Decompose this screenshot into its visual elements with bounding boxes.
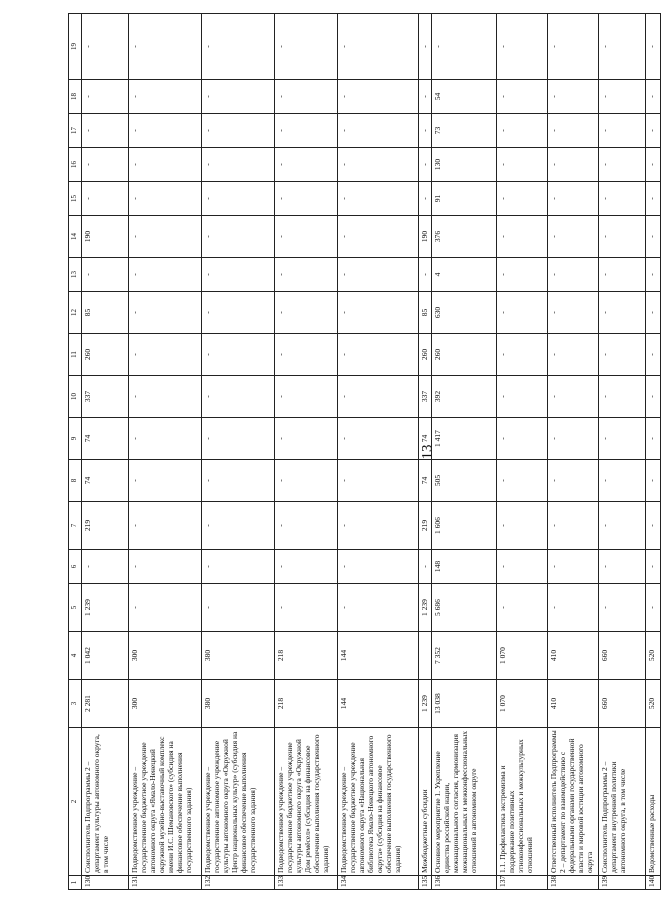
value-cell: 190 bbox=[419, 216, 432, 258]
value-cell: - bbox=[82, 14, 129, 80]
value-cell: 148 bbox=[432, 550, 497, 584]
column-header-4: 4 bbox=[69, 632, 82, 680]
value-cell: - bbox=[548, 418, 599, 460]
value-cell: - bbox=[275, 550, 338, 584]
value-cell: - bbox=[548, 460, 599, 502]
value-cell: - bbox=[646, 334, 661, 376]
value-cell: - bbox=[202, 334, 275, 376]
value-cell: - bbox=[548, 114, 599, 148]
value-cell: - bbox=[599, 502, 646, 550]
value-cell: - bbox=[129, 216, 202, 258]
value-cell: 2 281 bbox=[82, 680, 129, 728]
column-header-9: 9 bbox=[69, 418, 82, 460]
value-cell: 300 bbox=[129, 680, 202, 728]
value-cell: - bbox=[599, 114, 646, 148]
value-cell: 74 bbox=[419, 418, 432, 460]
value-cell: 1 239 bbox=[82, 584, 129, 632]
value-cell: 218 bbox=[275, 632, 338, 680]
value-cell: 1 417 bbox=[432, 418, 497, 460]
value-cell: - bbox=[82, 114, 129, 148]
column-header-8: 8 bbox=[69, 460, 82, 502]
value-cell: 660 bbox=[599, 632, 646, 680]
table-row bbox=[275, 14, 338, 890]
value-cell: - bbox=[129, 292, 202, 334]
value-cell: - bbox=[275, 148, 338, 182]
value-cell: - bbox=[82, 550, 129, 584]
table-row bbox=[599, 14, 646, 890]
value-cell: 1 070 bbox=[497, 680, 548, 728]
value-cell: - bbox=[129, 334, 202, 376]
value-cell: - bbox=[497, 502, 548, 550]
value-cell: - bbox=[599, 418, 646, 460]
row-name-cell: Подведомственное учреждение – государственное автономное учреждение культуры автономного округа «Окружной Центр национальных культур» (субсидия на финансовое обеспечение выполнения государственного задания) bbox=[202, 728, 275, 876]
row-number-cell: 136 bbox=[432, 876, 497, 890]
value-cell: 630 bbox=[432, 292, 497, 334]
value-cell: - bbox=[548, 80, 599, 114]
value-cell: - bbox=[548, 148, 599, 182]
value-cell: - bbox=[129, 114, 202, 148]
value-cell: - bbox=[646, 258, 661, 292]
value-cell: - bbox=[275, 258, 338, 292]
value-cell: 380 bbox=[202, 632, 275, 680]
value-cell: - bbox=[497, 334, 548, 376]
value-cell: - bbox=[338, 182, 419, 216]
value-cell: - bbox=[129, 502, 202, 550]
column-header-18: 18 bbox=[69, 80, 82, 114]
row-number-cell: 140 bbox=[646, 876, 661, 890]
value-cell: 260 bbox=[82, 334, 129, 376]
value-cell: - bbox=[275, 418, 338, 460]
value-cell: 505 bbox=[432, 460, 497, 502]
column-header-16: 16 bbox=[69, 148, 82, 182]
value-cell: - bbox=[646, 550, 661, 584]
value-cell: - bbox=[129, 258, 202, 292]
column-header-7: 7 bbox=[69, 502, 82, 550]
value-cell: - bbox=[646, 14, 661, 80]
value-cell: 300 bbox=[129, 632, 202, 680]
value-cell: 74 bbox=[82, 460, 129, 502]
value-cell: - bbox=[129, 584, 202, 632]
value-cell: - bbox=[275, 14, 338, 80]
value-cell: - bbox=[548, 502, 599, 550]
table-row bbox=[419, 14, 432, 890]
value-cell: - bbox=[646, 376, 661, 418]
value-cell: - bbox=[82, 182, 129, 216]
column-header-14: 14 bbox=[69, 216, 82, 258]
value-cell: - bbox=[599, 334, 646, 376]
value-cell: - bbox=[275, 182, 338, 216]
value-cell: - bbox=[599, 292, 646, 334]
value-cell: - bbox=[548, 584, 599, 632]
value-cell: - bbox=[202, 502, 275, 550]
value-cell: - bbox=[275, 292, 338, 334]
value-cell: - bbox=[497, 292, 548, 334]
value-cell: - bbox=[548, 376, 599, 418]
value-cell: - bbox=[548, 14, 599, 80]
value-cell: - bbox=[419, 114, 432, 148]
value-cell: - bbox=[497, 14, 548, 80]
value-cell: - bbox=[338, 216, 419, 258]
value-cell: - bbox=[497, 80, 548, 114]
value-cell: - bbox=[497, 182, 548, 216]
value-cell: - bbox=[202, 460, 275, 502]
value-cell: - bbox=[129, 80, 202, 114]
value-cell: - bbox=[202, 376, 275, 418]
row-number-cell: 137 bbox=[497, 876, 548, 890]
value-cell: 1 606 bbox=[432, 502, 497, 550]
table-row bbox=[548, 14, 599, 890]
table-row bbox=[497, 14, 548, 890]
value-cell: - bbox=[497, 258, 548, 292]
value-cell: - bbox=[599, 376, 646, 418]
value-cell: - bbox=[599, 460, 646, 502]
value-cell: - bbox=[497, 216, 548, 258]
value-cell: - bbox=[275, 80, 338, 114]
row-name-cell: Основное мероприятие 1. Укрепление единства российской нации, межнационального согласия, гармонизация межнациональных и межконфессиональных отношений в автономном округе bbox=[432, 728, 497, 876]
value-cell: 7 352 bbox=[432, 632, 497, 680]
table-row bbox=[338, 14, 419, 890]
column-header-10: 10 bbox=[69, 376, 82, 418]
row-number-cell: 135 bbox=[419, 876, 432, 890]
value-cell: - bbox=[202, 114, 275, 148]
value-cell: - bbox=[599, 148, 646, 182]
value-cell: - bbox=[497, 584, 548, 632]
value-cell: - bbox=[419, 148, 432, 182]
value-cell: - bbox=[338, 584, 419, 632]
row-name-cell: Ответственный исполнитель Подпрограммы 2 – департамент по взаимодействию с федеральными органами государственной власти и мировой юстиции автономного округа bbox=[548, 728, 599, 876]
value-cell: - bbox=[646, 216, 661, 258]
value-cell: - bbox=[646, 292, 661, 334]
value-cell: - bbox=[548, 292, 599, 334]
row-name-cell: 1.1. Профилактика экстремизма и поддержание позитивных этноконфессиональных и межкультурных отношений bbox=[497, 728, 548, 876]
value-cell: - bbox=[419, 14, 432, 80]
value-cell: - bbox=[202, 148, 275, 182]
table-row bbox=[82, 14, 129, 890]
row-number-cell: 134 bbox=[338, 876, 419, 890]
value-cell: - bbox=[202, 418, 275, 460]
value-cell: - bbox=[338, 550, 419, 584]
value-cell: 85 bbox=[419, 292, 432, 334]
row-name-cell: Соисполнитель Подпрограммы 2 – департамент культуры автономного округа, в том числе bbox=[82, 728, 129, 876]
value-cell: 520 bbox=[646, 632, 661, 680]
value-cell: 337 bbox=[419, 376, 432, 418]
column-header-2: 2 bbox=[69, 728, 82, 876]
value-cell: - bbox=[548, 216, 599, 258]
value-cell: - bbox=[548, 334, 599, 376]
value-cell: - bbox=[338, 258, 419, 292]
value-cell: - bbox=[202, 80, 275, 114]
value-cell: - bbox=[338, 418, 419, 460]
value-cell: 392 bbox=[432, 376, 497, 418]
column-number-row bbox=[69, 14, 82, 890]
column-header-13: 13 bbox=[69, 258, 82, 292]
value-cell: - bbox=[599, 216, 646, 258]
value-cell: 1 239 bbox=[419, 584, 432, 632]
value-cell: - bbox=[129, 376, 202, 418]
value-cell: 144 bbox=[338, 632, 419, 680]
value-cell: - bbox=[548, 182, 599, 216]
value-cell: - bbox=[202, 182, 275, 216]
value-cell: - bbox=[646, 502, 661, 550]
value-cell: - bbox=[129, 148, 202, 182]
value-cell: 660 bbox=[599, 680, 646, 728]
value-cell: - bbox=[275, 216, 338, 258]
page-number: 13 bbox=[419, 444, 436, 460]
value-cell: - bbox=[497, 460, 548, 502]
value-cell: - bbox=[548, 550, 599, 584]
value-cell: - bbox=[82, 80, 129, 114]
value-cell: - bbox=[599, 550, 646, 584]
value-cell: - bbox=[202, 258, 275, 292]
column-header-6: 6 bbox=[69, 550, 82, 584]
value-cell: - bbox=[275, 376, 338, 418]
value-cell: - bbox=[129, 418, 202, 460]
value-cell: - bbox=[275, 584, 338, 632]
row-number-cell: 130 bbox=[82, 876, 129, 890]
column-header-15: 15 bbox=[69, 182, 82, 216]
value-cell: 54 bbox=[432, 80, 497, 114]
value-cell: - bbox=[275, 114, 338, 148]
value-cell: - bbox=[419, 182, 432, 216]
value-cell: - bbox=[275, 502, 338, 550]
row-number-cell: 139 bbox=[599, 876, 646, 890]
value-cell: - bbox=[599, 182, 646, 216]
value-cell: - bbox=[432, 14, 497, 80]
value-cell: - bbox=[338, 292, 419, 334]
value-cell: - bbox=[338, 460, 419, 502]
value-cell: 73 bbox=[432, 114, 497, 148]
table-row bbox=[646, 14, 661, 890]
value-cell: - bbox=[646, 80, 661, 114]
row-name-cell: Подведомственное учреждение – государственное бюджетное учреждение культуры автономного округа «Окружной Дом ремёсел» (субсидия на финансовое обеспечение выполнения государственного задания) bbox=[275, 728, 338, 876]
value-cell: - bbox=[646, 460, 661, 502]
value-cell: - bbox=[646, 148, 661, 182]
value-cell: - bbox=[419, 80, 432, 114]
value-cell: - bbox=[338, 148, 419, 182]
value-cell: 376 bbox=[432, 216, 497, 258]
value-cell: - bbox=[275, 334, 338, 376]
value-cell: 4 bbox=[432, 258, 497, 292]
value-cell: - bbox=[599, 80, 646, 114]
value-cell: 1 042 bbox=[82, 632, 129, 680]
column-header-11: 11 bbox=[69, 334, 82, 376]
value-cell: - bbox=[419, 550, 432, 584]
value-cell: - bbox=[338, 14, 419, 80]
value-cell: - bbox=[129, 14, 202, 80]
value-cell: - bbox=[599, 584, 646, 632]
value-cell: 74 bbox=[419, 460, 432, 502]
value-cell: 337 bbox=[82, 376, 129, 418]
value-cell: - bbox=[497, 550, 548, 584]
row-name-cell: Ведомственные расходы bbox=[646, 728, 661, 876]
row-number-cell: 132 bbox=[202, 876, 275, 890]
row-name-cell: Подведомственное учреждение – государственное бюджетное учреждение автономного округа «Ямало-Ненецкий окружной музейно-выставочный комплекс имени И.С. Шемановского» (субсидия на финансовое обеспечение выполнения государственного задания) bbox=[129, 728, 202, 876]
row-name-cell: Подведомственное учреждение – государственное бюджетное учреждение автономного округа «Национальная библиотека Ямало-Ненецкого автономного округа» (субсидия на финансовое обеспечение выполнения государственного задания) bbox=[338, 728, 419, 876]
value-cell: 219 bbox=[419, 502, 432, 550]
value-cell: - bbox=[202, 550, 275, 584]
value-cell: 380 bbox=[202, 680, 275, 728]
row-number-cell: 138 bbox=[548, 876, 599, 890]
value-cell: 85 bbox=[82, 292, 129, 334]
value-cell: 219 bbox=[82, 502, 129, 550]
value-cell: - bbox=[82, 148, 129, 182]
value-cell: 91 bbox=[432, 182, 497, 216]
row-number-cell: 133 bbox=[275, 876, 338, 890]
value-cell: - bbox=[338, 502, 419, 550]
value-cell: - bbox=[646, 114, 661, 148]
value-cell: - bbox=[338, 114, 419, 148]
value-cell: - bbox=[646, 584, 661, 632]
value-cell: - bbox=[419, 258, 432, 292]
value-cell: - bbox=[497, 376, 548, 418]
value-cell: 74 bbox=[82, 418, 129, 460]
column-header-5: 5 bbox=[69, 584, 82, 632]
value-cell: 410 bbox=[548, 680, 599, 728]
value-cell: 260 bbox=[419, 334, 432, 376]
value-cell: 260 bbox=[432, 334, 497, 376]
value-cell: - bbox=[338, 334, 419, 376]
value-cell: - bbox=[202, 292, 275, 334]
value-cell: - bbox=[548, 258, 599, 292]
value-cell: - bbox=[202, 14, 275, 80]
column-header-1: 1 bbox=[69, 876, 82, 890]
value-cell: - bbox=[338, 80, 419, 114]
value-cell: 410 bbox=[548, 632, 599, 680]
column-header-17: 17 bbox=[69, 114, 82, 148]
value-cell: - bbox=[646, 182, 661, 216]
value-cell: 1 239 bbox=[419, 680, 432, 728]
column-header-3: 3 bbox=[69, 680, 82, 728]
column-header-12: 12 bbox=[69, 292, 82, 334]
value-cell: 13 038 bbox=[432, 680, 497, 728]
value-cell: - bbox=[202, 216, 275, 258]
value-cell: 130 bbox=[432, 148, 497, 182]
table-row bbox=[432, 14, 497, 890]
value-cell: - bbox=[646, 418, 661, 460]
value-cell: 5 686 bbox=[432, 584, 497, 632]
rotated-table-frame bbox=[68, 14, 656, 890]
value-cell: 190 bbox=[82, 216, 129, 258]
value-cell: - bbox=[82, 258, 129, 292]
value-cell: 520 bbox=[646, 680, 661, 728]
value-cell: - bbox=[338, 376, 419, 418]
row-number-cell: 131 bbox=[129, 876, 202, 890]
value-cell: - bbox=[599, 258, 646, 292]
value-cell: - bbox=[497, 418, 548, 460]
table-row bbox=[129, 14, 202, 890]
value-cell: 218 bbox=[275, 680, 338, 728]
value-cell: - bbox=[275, 460, 338, 502]
value-cell: - bbox=[497, 148, 548, 182]
value-cell: 1 070 bbox=[497, 632, 548, 680]
value-cell: - bbox=[129, 182, 202, 216]
value-cell: - bbox=[202, 584, 275, 632]
value-cell: - bbox=[129, 550, 202, 584]
value-cell: - bbox=[497, 114, 548, 148]
row-name-cell: Межбюджетные субсидии bbox=[419, 728, 432, 876]
row-name-cell: Соисполнитель Подпрограммы 2 – департамент внутренней политики автономного округа, в том числе bbox=[599, 728, 646, 876]
value-cell: - bbox=[129, 460, 202, 502]
value-cell: 144 bbox=[338, 680, 419, 728]
table-row bbox=[202, 14, 275, 890]
budget-table bbox=[68, 13, 661, 890]
value-cell: - bbox=[599, 14, 646, 80]
column-header-19: 19 bbox=[69, 14, 82, 80]
value-cell bbox=[419, 632, 432, 680]
table-container bbox=[68, 14, 656, 890]
